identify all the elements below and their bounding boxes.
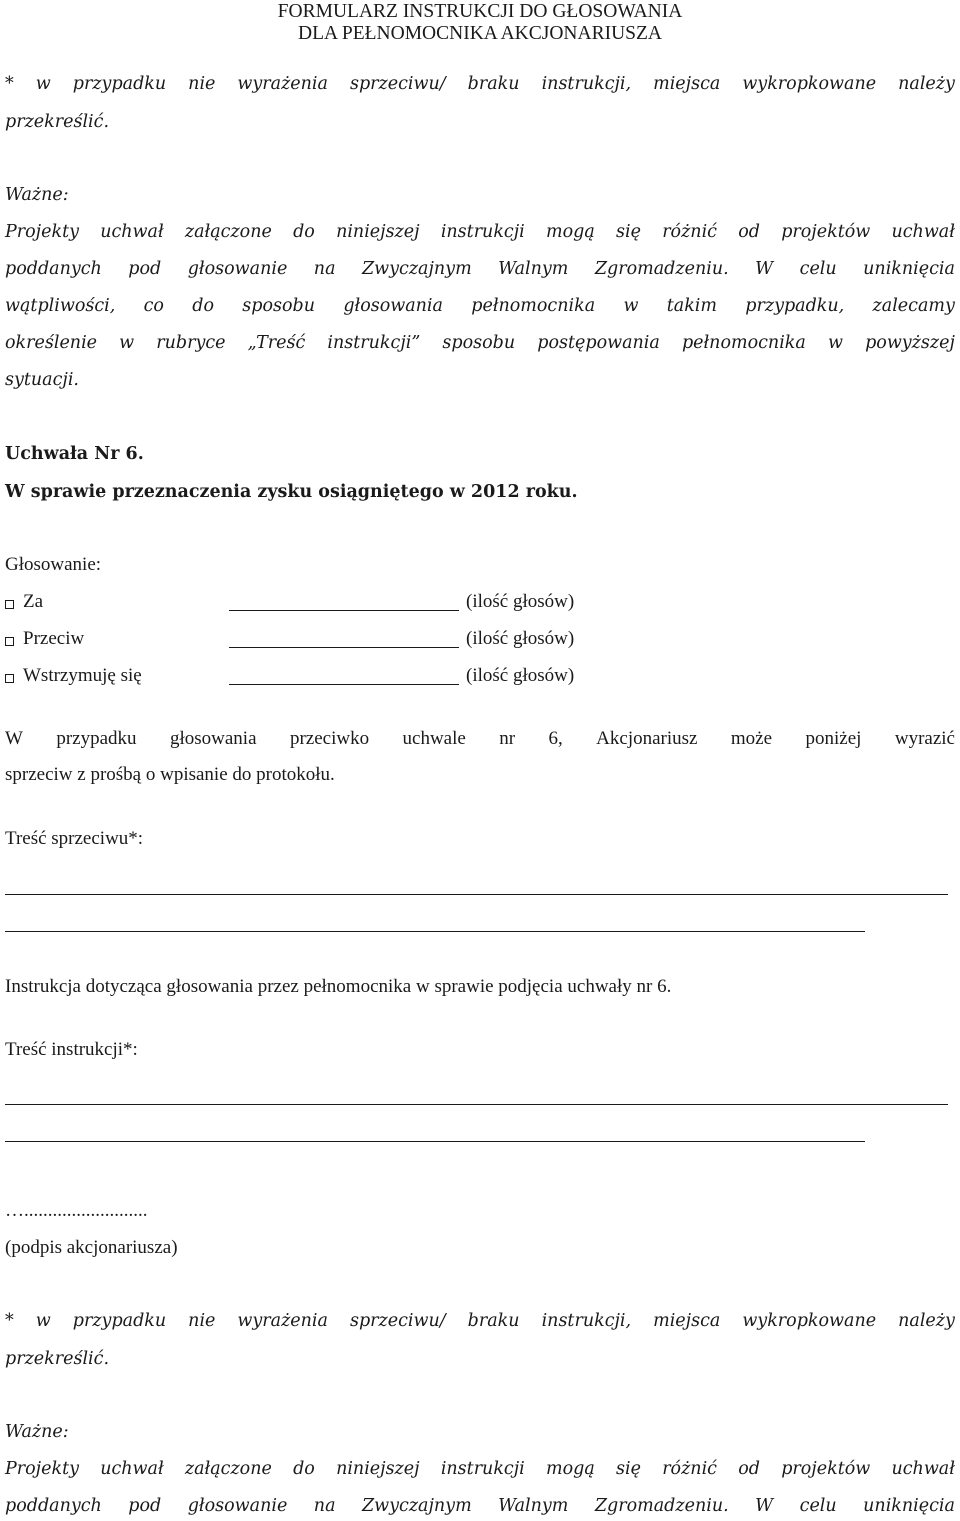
word: Zgromadzeniu. [594,259,729,279]
word: W [755,1496,774,1516]
word: instrukcji, [541,1311,632,1331]
word: przypadku [72,74,167,94]
word: * [5,1311,14,1331]
form-title-line2: DLA PEŁNOMOCNIKA AKCJONARIUSZA [297,23,663,44]
word: określenie [5,333,98,353]
word: Projekty [5,222,79,242]
word: w [119,333,135,353]
word: „Treść [247,333,306,353]
word: sprzeciwu/ [349,1311,446,1331]
important-top-line1 [5,220,955,244]
instruction-blank-line1[interactable] [5,1104,948,1105]
word: uchwale [402,728,466,749]
objection-blank-line2[interactable] [5,931,865,932]
word: do [293,1459,315,1479]
signature-label: (podpis akcjonariusza) [5,1237,178,1258]
word: uniknięcia [863,1496,955,1516]
objection-blank-line1[interactable] [5,894,948,895]
important-bottom-line2 [5,1494,955,1518]
word: instrukcji, [541,74,632,94]
vote-count-blank-przeciw[interactable] [229,647,459,648]
vote-count-unit: (ilość głosów) [466,591,575,612]
word: sprzeciwu/ [349,74,446,94]
word: poddanych [5,1496,102,1516]
word: w [35,1311,51,1331]
word: celu [799,259,837,279]
objection-line1 [5,727,955,751]
word: niniejszej [336,222,420,242]
note-bottom-line2: przekreślić. [5,1349,110,1369]
word: różnić [662,222,717,242]
vote-option-label: Wstrzymuję się [23,665,142,686]
note-bottom-line1 [5,1309,955,1333]
word: powyższej [865,333,955,353]
note-top-line2: przekreślić. [5,112,110,132]
word: projektów [781,222,871,242]
word: wyrażenia [237,74,328,94]
word: niniejszej [336,1459,420,1479]
word: postępowania [537,333,660,353]
instruction-content-label: Treść instrukcji*: [5,1039,138,1060]
vote-count-unit: (ilość głosów) [466,628,575,649]
word: uchwał [100,222,164,242]
important-bottom-line1 [5,1457,955,1481]
word: pełnomocnika [681,333,806,353]
important-top-line4 [5,331,955,355]
word: w [35,74,51,94]
instruction-heading: Instrukcja dotycząca głosowania przez pełnomocnika w sprawie podjęcia uchwały nr 6. [5,976,672,997]
word: należy [898,74,955,94]
word: miejsca [653,1311,721,1331]
word: do [192,296,214,316]
word: W [755,259,774,279]
word: pełnomocnika [471,296,596,316]
word: zalecamy [872,296,955,316]
word: w [827,333,843,353]
word: celu [799,1496,837,1516]
word: wyrażenia [237,1311,328,1331]
word: sposobu [242,296,316,316]
word: instrukcji [440,222,525,242]
word: Akcjonariusz [596,728,698,749]
resolution-subject: W sprawie przeznaczenia zysku osiągniętego w 2012 roku. [5,482,578,502]
word: wykropkowane [742,1311,877,1331]
word: poddanych [5,259,102,279]
word: od [738,222,760,242]
checkbox-wstrzymuje[interactable] [5,674,14,683]
important-top-line2 [5,257,955,281]
word: mogą [546,222,595,242]
word: się [616,1459,641,1479]
word: przypadku [56,728,137,749]
form-title-line1: FORMULARZ INSTRUKCJI DO GŁOSOWANIA [277,1,683,22]
vote-option-za [5,591,955,617]
word: 6, [548,728,563,749]
word: do [293,222,315,242]
word: nr [499,728,516,749]
word: Zwyczajnym [362,1496,472,1516]
vote-option-przeciw [5,628,955,654]
word: nie [188,74,216,94]
checkbox-za[interactable] [5,600,14,609]
important-top-line5: sytuacji. [5,370,79,390]
word: załączone [184,222,272,242]
voting-label: Głosowanie: [5,554,102,575]
vote-option-label: Przeciw [23,628,85,649]
word: się [616,222,641,242]
word: rubryce [156,333,226,353]
word: głosowania [343,296,443,316]
word: na [313,1496,336,1516]
word: sposobu [442,333,516,353]
word: uniknięcia [863,259,955,279]
word: głosowanie [187,1496,288,1516]
word: projektów [781,1459,871,1479]
word: W [5,728,23,749]
word: przypadku [72,1311,167,1331]
word: Walnym [498,259,569,279]
word: miejsca [653,74,721,94]
vote-option-label: Za [23,591,44,612]
word: takim [666,296,717,316]
word: mogą [546,1459,595,1479]
word: głosowania [169,728,257,749]
word: poniżej [805,728,862,749]
word: wykropkowane [742,74,877,94]
word: uchwał [891,1459,955,1479]
word: może [730,728,773,749]
vote-option-wstrzymuje [5,665,955,691]
signature-dots[interactable]: ….......................... [5,1200,148,1221]
important-top-label: Ważne: [5,185,69,205]
word: głosowanie [187,259,288,279]
objection-line2: sprzeciw z prośbą o wpisanie do protokołu. [5,764,335,785]
word: przeciwko [289,728,370,749]
word: braku [467,74,520,94]
vote-count-blank-wstrzymuje[interactable] [229,684,459,685]
word: wyrazić [894,728,955,749]
word: należy [898,1311,955,1331]
word: uchwał [100,1459,164,1479]
word: załączone [184,1459,272,1479]
word: instrukcji” [327,333,421,353]
word: instrukcji [440,1459,525,1479]
checkbox-przeciw[interactable] [5,637,14,646]
word: przypadku, [745,296,845,316]
word: na [313,259,336,279]
word: Walnym [498,1496,569,1516]
word: Projekty [5,1459,79,1479]
objection-content-label: Treść sprzeciwu*: [5,828,144,849]
important-top-line3 [5,294,955,318]
instruction-blank-line2[interactable] [5,1141,865,1142]
resolution-number: Uchwała Nr 6. [5,444,144,464]
word: w [623,296,639,316]
word: nie [188,1311,216,1331]
note-top-line1 [5,72,955,96]
word: od [738,1459,760,1479]
word: różnić [662,1459,717,1479]
word: co [143,296,164,316]
vote-count-unit: (ilość głosów) [466,665,575,686]
word: Zwyczajnym [362,259,472,279]
word: Zgromadzeniu. [594,1496,729,1516]
word: * [5,74,14,94]
word: wątpliwości, [5,296,116,316]
word: pod [128,259,162,279]
word: pod [128,1496,162,1516]
word: uchwał [891,222,955,242]
important-bottom-label: Ważne: [5,1422,69,1442]
word: braku [467,1311,520,1331]
vote-count-blank-za[interactable] [229,610,459,611]
